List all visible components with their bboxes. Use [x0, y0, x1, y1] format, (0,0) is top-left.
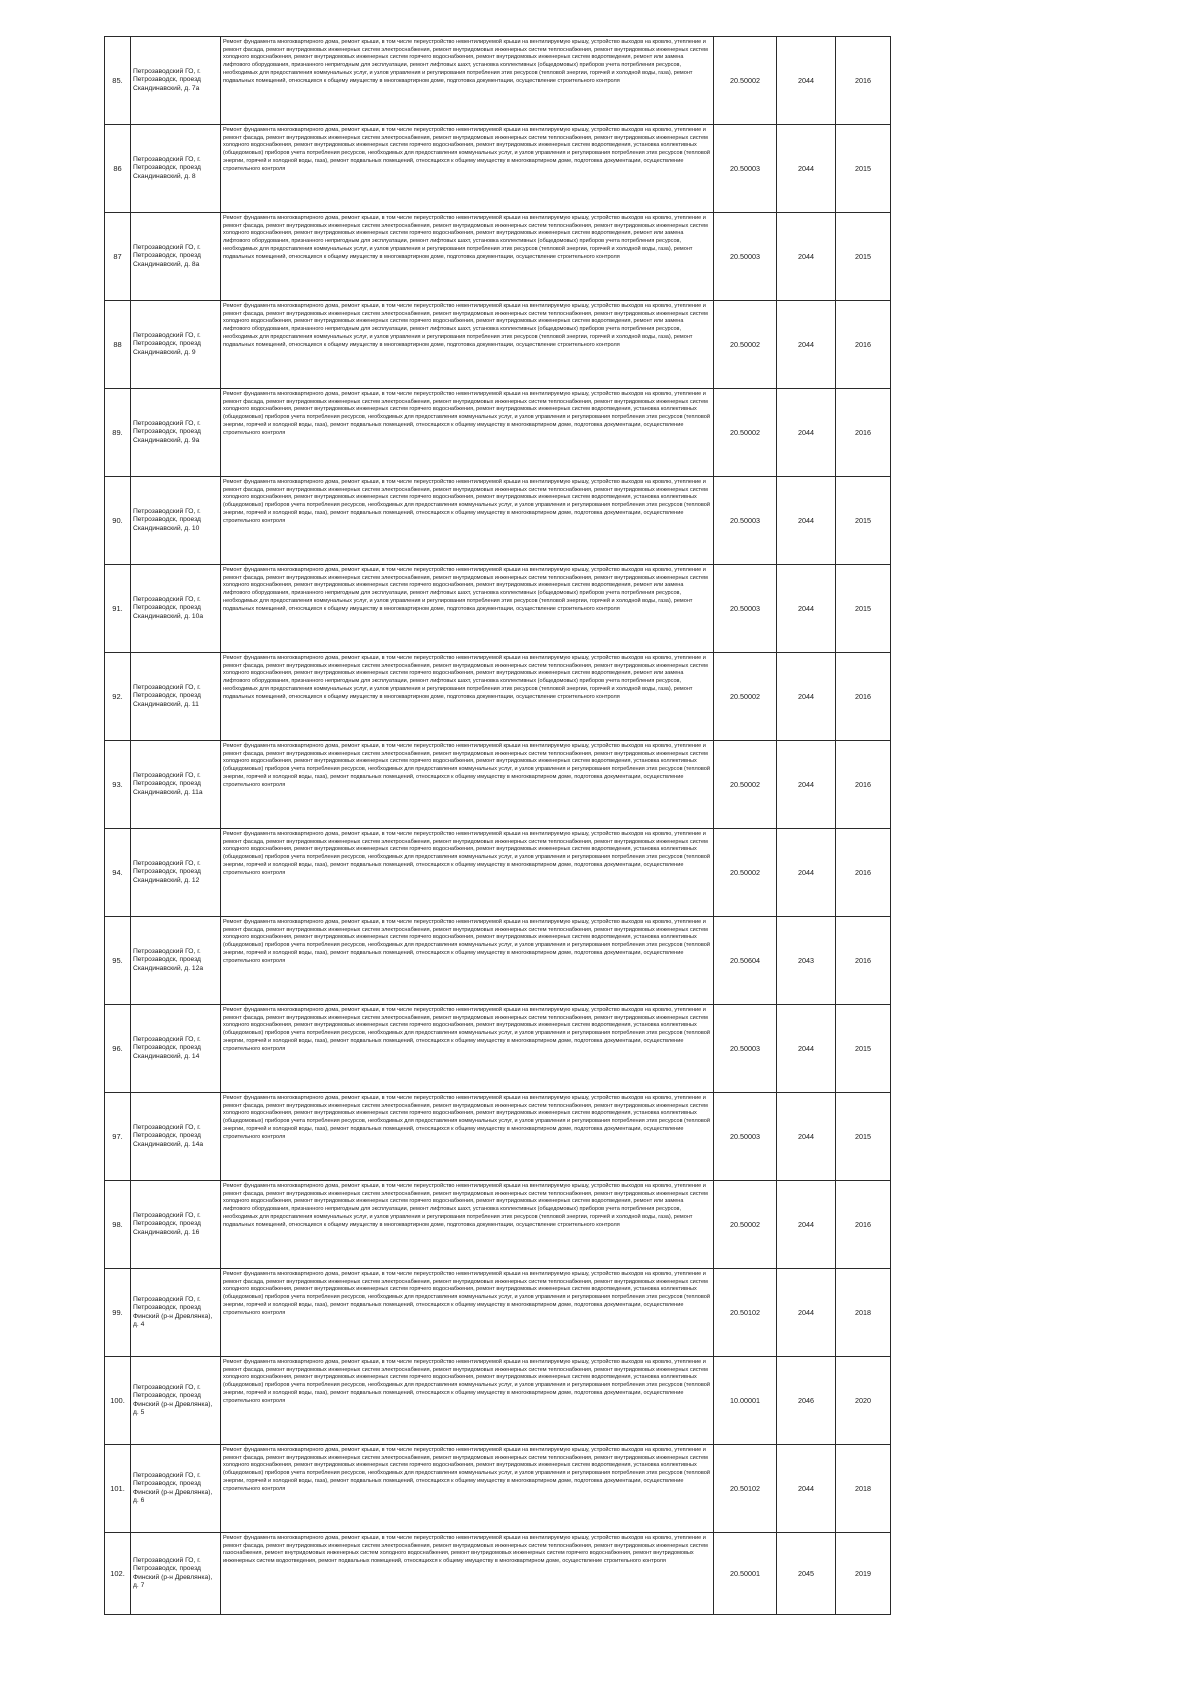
completion-year-cell: 2016 [836, 37, 891, 125]
table-row [105, 1181, 891, 1269]
row-number: 87 [105, 213, 131, 301]
completion-year-cell: 2015 [836, 213, 891, 301]
completion-year-cell: 2015 [836, 477, 891, 565]
address-cell: Петрозаводский ГО, г. Петрозаводск, проезд Скандинавский, д. 9 [131, 301, 221, 389]
table-body [105, 37, 891, 1615]
planned-year-cell: 2044 [777, 477, 836, 565]
repair-table [104, 36, 891, 1615]
cost-cell: 20.50002 [714, 1181, 777, 1269]
planned-year-cell: 2044 [777, 389, 836, 477]
planned-year-cell: 2045 [777, 1533, 836, 1615]
completion-year-cell: 2018 [836, 1269, 891, 1357]
address-cell: Петрозаводский ГО, г. Петрозаводск, проезд Скандинавский, д. 10 [131, 477, 221, 565]
row-number: 100. [105, 1357, 131, 1445]
cost-cell: 20.50002 [714, 37, 777, 125]
work-description-cell: Ремонт фундамента многоквартирного дома, ремонт крыши, в том числе переустройство невентилируемой крыши на вентилируемую крышу, устройство выходов на кровлю, утепление и ремонт фасада, ремонт внутридомовых инженерных систем электроснабжения, ремонт внутридомовых инженерных систем теплоснабжения, ремонт внутридомовых инженерных систем холодного водоснабжения, ремонт внутридомовых инженерных систем горячего водоснабжения, ремонт внутридомовых инженерных систем водоотведения, установка коллективных (общедомовых) приборов учета потребления ресурсов, необходимых для предоставления коммунальных услуг, и узлов управления и регулирования потребления этих ресурсов (тепловой энергии, горячей и холодной воды, газа), ремонт подвальных помещений, относящихся к общему имуществу в многоквартирном доме, подготовка документации, осуществление строительного контроля [221, 741, 714, 829]
work-description-cell: Ремонт фундамента многоквартирного дома, ремонт крыши, в том числе переустройство невентилируемой крыши на вентилируемую крышу, устройство выходов на кровлю, утепление и ремонт фасада, ремонт внутридомовых инженерных систем электроснабжения, ремонт внутридомовых инженерных систем теплоснабжения, ремонт внутридомовых инженерных систем холодного водоснабжения, ремонт внутридомовых инженерных систем горячего водоснабжения, ремонт внутридомовых инженерных систем водоотведения, ремонт или замена лифтового оборудования, признанного непригодным для эксплуатации, ремонт лифтовых шахт, установка коллективных (общедомовых) приборов учета потребления ресурсов, необходимых для предоставления коммунальных услуг, и узлов управления и регулирования потребления этих ресурсов (тепловой энергии, горячей и холодной воды, газа), ремонт подвальных помещений, относящихся к общему имуществу в многоквартирном доме, подготовка документации, осуществление строительного контроля [221, 213, 714, 301]
cost-cell: 10.00001 [714, 1357, 777, 1445]
row-number: 94. [105, 829, 131, 917]
completion-year-cell: 2016 [836, 829, 891, 917]
work-description-cell: Ремонт фундамента многоквартирного дома, ремонт крыши, в том числе переустройство невентилируемой крыши на вентилируемую крышу, устройство выходов на кровлю, утепление и ремонт фасада, ремонт внутридомовых инженерных систем электроснабжения, ремонт внутридомовых инженерных систем теплоснабжения, ремонт внутридомовых инженерных систем холодного водоснабжения, ремонт внутридомовых инженерных систем горячего водоснабжения, ремонт внутридомовых инженерных систем водоотведения, ремонт или замена лифтового оборудования, признанного непригодным для эксплуатации, ремонт лифтовых шахт, установка коллективных (общедомовых) приборов учета потребления ресурсов, необходимых для предоставления коммунальных услуг, и узлов управления и регулирования потребления этих ресурсов (тепловой энергии, горячей и холодной воды, газа), ремонт подвальных помещений, относящихся к общему имуществу в многоквартирном доме, подготовка документации, осуществление строительного контроля [221, 653, 714, 741]
completion-year-cell: 2015 [836, 125, 891, 213]
cost-cell: 20.50002 [714, 741, 777, 829]
row-number: 90. [105, 477, 131, 565]
cost-cell: 20.50003 [714, 565, 777, 653]
work-description-cell: Ремонт фундамента многоквартирного дома, ремонт крыши, в том числе переустройство невентилируемой крыши на вентилируемую крышу, устройство выходов на кровлю, утепление и ремонт фасада, ремонт внутридомовых инженерных систем электроснабжения, ремонт внутридомовых инженерных систем теплоснабжения, ремонт внутридомовых инженерных систем холодного водоснабжения, ремонт внутридомовых инженерных систем горячего водоснабжения, ремонт внутридомовых инженерных систем водоотведения, ремонт или замена лифтового оборудования, признанного непригодным для эксплуатации, ремонт лифтовых шахт, установка коллективных (общедомовых) приборов учета потребления ресурсов, необходимых для предоставления коммунальных услуг, и узлов управления и регулирования потребления этих ресурсов (тепловой энергии, горячей и холодной воды, газа), ремонт подвальных помещений, относящихся к общему имуществу в многоквартирном доме, подготовка документации, осуществление строительного контроля [221, 301, 714, 389]
address-cell: Петрозаводский ГО, г. Петрозаводск, проезд Скандинавский, д. 12а [131, 917, 221, 1005]
address-cell: Петрозаводский ГО, г. Петрозаводск, проезд Скандинавский, д. 8а [131, 213, 221, 301]
table-row [105, 829, 891, 917]
completion-year-cell: 2016 [836, 653, 891, 741]
address-cell: Петрозаводский ГО, г. Петрозаводск, проезд Скандинавский, д. 11а [131, 741, 221, 829]
table-row [105, 125, 891, 213]
table-row [105, 37, 891, 125]
planned-year-cell: 2044 [777, 829, 836, 917]
table-row [105, 1005, 891, 1093]
completion-year-cell: 2020 [836, 1357, 891, 1445]
cost-cell: 20.50001 [714, 1533, 777, 1615]
row-number: 93. [105, 741, 131, 829]
work-description-cell: Ремонт фундамента многоквартирного дома, ремонт крыши, в том числе переустройство невентилируемой крыши на вентилируемую крышу, устройство выходов на кровлю, утепление и ремонт фасада, ремонт внутридомовых инженерных систем электроснабжения, ремонт внутридомовых инженерных систем теплоснабжения, ремонт внутридомовых инженерных систем холодного водоснабжения, ремонт внутридомовых инженерных систем горячего водоснабжения, ремонт внутридомовых инженерных систем водоотведения, установка коллективных (общедомовых) приборов учета потребления ресурсов, необходимых для предоставления коммунальных услуг, и узлов управления и регулирования потребления этих ресурсов (тепловой энергии, горячей и холодной воды, газа), ремонт подвальных помещений, относящихся к общему имуществу в многоквартирном доме, подготовка документации, осуществление строительного контроля [221, 477, 714, 565]
work-description-cell: Ремонт фундамента многоквартирного дома, ремонт крыши, в том числе переустройство невентилируемой крыши на вентилируемую крышу, устройство выходов на кровлю, утепление и ремонт фасада, ремонт внутридомовых инженерных систем электроснабжения, ремонт внутридомовых инженерных систем теплоснабжения, ремонт внутридомовых инженерных систем холодного водоснабжения, ремонт внутридомовых инженерных систем горячего водоснабжения, ремонт внутридомовых инженерных систем водоотведения, ремонт или замена лифтового оборудования, признанного непригодным для эксплуатации, ремонт лифтовых шахт, установка коллективных (общедомовых) приборов учета потребления ресурсов, необходимых для предоставления коммунальных услуг, и узлов управления и регулирования потребления этих ресурсов (тепловой энергии, горячей и холодной воды, газа), ремонт подвальных помещений, относящихся к общему имуществу в многоквартирном доме, подготовка документации, осуществление строительного контроля [221, 565, 714, 653]
planned-year-cell: 2044 [777, 1005, 836, 1093]
address-cell: Петрозаводский ГО, г. Петрозаводск, проезд Скандинавский, д. 7а [131, 37, 221, 125]
table-row [105, 565, 891, 653]
row-number: 85. [105, 37, 131, 125]
row-number: 89. [105, 389, 131, 477]
cost-cell: 20.50003 [714, 1093, 777, 1181]
planned-year-cell: 2044 [777, 741, 836, 829]
table-row [105, 1093, 891, 1181]
address-cell: Петрозаводский ГО, г. Петрозаводск, проезд Скандинавский, д. 14а [131, 1093, 221, 1181]
cost-cell: 20.50003 [714, 1005, 777, 1093]
row-number: 96. [105, 1005, 131, 1093]
row-number: 102. [105, 1533, 131, 1615]
completion-year-cell: 2018 [836, 1445, 891, 1533]
cost-cell: 20.50002 [714, 389, 777, 477]
address-cell: Петрозаводский ГО, г. Петрозаводск, проезд Скандинавский, д. 12 [131, 829, 221, 917]
cost-cell: 20.50604 [714, 917, 777, 1005]
table-row [105, 653, 891, 741]
work-description-cell: Ремонт фундамента многоквартирного дома, ремонт крыши, в том числе переустройство невентилируемой крыши на вентилируемую крышу, устройство выходов на кровлю, утепление и ремонт фасада, ремонт внутридомовых инженерных систем электроснабжения, ремонт внутридомовых инженерных систем теплоснабжения, ремонт внутридомовых инженерных систем холодного водоснабжения, ремонт внутридомовых инженерных систем горячего водоснабжения, ремонт внутридомовых инженерных систем водоотведения, установка коллективных (общедомовых) приборов учета потребления ресурсов, необходимых для предоставления коммунальных услуг, и узлов управления и регулирования потребления этих ресурсов (тепловой энергии, горячей и холодной воды, газа), ремонт подвальных помещений, относящихся к общему имуществу в многоквартирном доме, подготовка документации, осуществление строительного контроля [221, 829, 714, 917]
planned-year-cell: 2044 [777, 1181, 836, 1269]
completion-year-cell: 2015 [836, 565, 891, 653]
work-description-cell: Ремонт фундамента многоквартирного дома, ремонт крыши, в том числе переустройство невентилируемой крыши на вентилируемую крышу, устройство выходов на кровлю, утепление и ремонт фасада, ремонт внутридомовых инженерных систем электроснабжения, ремонт внутридомовых инженерных систем теплоснабжения, ремонт внутридомовых инженерных систем холодного водоснабжения, ремонт внутридомовых инженерных систем горячего водоснабжения, ремонт внутридомовых инженерных систем водоотведения, установка коллективных (общедомовых) приборов учета потребления ресурсов, необходимых для предоставления коммунальных услуг, и узлов управления и регулирования потребления этих ресурсов (тепловой энергии, горячей и холодной воды, газа), ремонт подвальных помещений, относящихся к общему имуществу в многоквартирном доме, подготовка документации, осуществление строительного контроля [221, 1357, 714, 1445]
row-number: 98. [105, 1181, 131, 1269]
work-description-cell: Ремонт фундамента многоквартирного дома, ремонт крыши, в том числе переустройство невентилируемой крыши на вентилируемую крышу, устройство выходов на кровлю, утепление и ремонт фасада, ремонт внутридомовых инженерных систем электроснабжения, ремонт внутридомовых инженерных систем теплоснабжения, ремонт внутридомовых инженерных систем газоснабжения, ремонт внутридомовых инженерных систем холодного водоснабжения, ремонт внутридомовых инженерных систем горячего водоснабжения, ремонт внутридомовых инженерных систем водоотведения, ремонт подвальных помещений, относящихся к общему имуществу в многоквартирном доме, осуществление строительного контроля [221, 1533, 714, 1615]
address-cell: Петрозаводский ГО, г. Петрозаводск, проезд Скандинавский, д. 16 [131, 1181, 221, 1269]
table-row [105, 741, 891, 829]
completion-year-cell: 2016 [836, 301, 891, 389]
completion-year-cell: 2016 [836, 917, 891, 1005]
planned-year-cell: 2044 [777, 1093, 836, 1181]
cost-cell: 20.50002 [714, 653, 777, 741]
table-row [105, 477, 891, 565]
table-row [105, 1533, 891, 1615]
address-cell: Петрозаводский ГО, г. Петрозаводск, проезд Финский (р-н Древлянка), д. 7 [131, 1533, 221, 1615]
row-number: 101. [105, 1445, 131, 1533]
planned-year-cell: 2044 [777, 653, 836, 741]
completion-year-cell: 2016 [836, 1181, 891, 1269]
row-number: 86 [105, 125, 131, 213]
planned-year-cell: 2044 [777, 37, 836, 125]
planned-year-cell: 2044 [777, 301, 836, 389]
row-number: 91. [105, 565, 131, 653]
cost-cell: 20.50003 [714, 125, 777, 213]
completion-year-cell: 2019 [836, 1533, 891, 1615]
cost-cell: 20.50003 [714, 213, 777, 301]
work-description-cell: Ремонт фундамента многоквартирного дома, ремонт крыши, в том числе переустройство невентилируемой крыши на вентилируемую крышу, устройство выходов на кровлю, утепление и ремонт фасада, ремонт внутридомовых инженерных систем электроснабжения, ремонт внутридомовых инженерных систем теплоснабжения, ремонт внутридомовых инженерных систем холодного водоснабжения, ремонт внутридомовых инженерных систем горячего водоснабжения, ремонт внутридомовых инженерных систем водоотведения, установка коллективных (общедомовых) приборов учета потребления ресурсов, необходимых для предоставления коммунальных услуг, и узлов управления и регулирования потребления этих ресурсов (тепловой энергии, горячей и холодной воды, газа), ремонт подвальных помещений, относящихся к общему имуществу в многоквартирном доме, подготовка документации, осуществление строительного контроля [221, 389, 714, 477]
work-description-cell: Ремонт фундамента многоквартирного дома, ремонт крыши, в том числе переустройство невентилируемой крыши на вентилируемую крышу, устройство выходов на кровлю, утепление и ремонт фасада, ремонт внутридомовых инженерных систем электроснабжения, ремонт внутридомовых инженерных систем теплоснабжения, ремонт внутридомовых инженерных систем холодного водоснабжения, ремонт внутридомовых инженерных систем горячего водоснабжения, ремонт внутридомовых инженерных систем водоотведения, установка коллективных (общедомовых) приборов учета потребления ресурсов, необходимых для предоставления коммунальных услуг, и узлов управления и регулирования потребления этих ресурсов (тепловой энергии, горячей и холодной воды, газа), ремонт подвальных помещений, относящихся к общему имуществу в многоквартирном доме, подготовка документации, осуществление строительного контроля [221, 1093, 714, 1181]
planned-year-cell: 2044 [777, 565, 836, 653]
row-number: 97. [105, 1093, 131, 1181]
completion-year-cell: 2015 [836, 1005, 891, 1093]
document-sheet [104, 36, 884, 1615]
address-cell: Петрозаводский ГО, г. Петрозаводск, проезд Скандинавский, д. 11 [131, 653, 221, 741]
address-cell: Петрозаводский ГО, г. Петрозаводск, проезд Скандинавский, д. 10а [131, 565, 221, 653]
planned-year-cell: 2043 [777, 917, 836, 1005]
work-description-cell: Ремонт фундамента многоквартирного дома, ремонт крыши, в том числе переустройство невентилируемой крыши на вентилируемую крышу, устройство выходов на кровлю, утепление и ремонт фасада, ремонт внутридомовых инженерных систем электроснабжения, ремонт внутридомовых инженерных систем теплоснабжения, ремонт внутридомовых инженерных систем холодного водоснабжения, ремонт внутридомовых инженерных систем горячего водоснабжения, ремонт внутридомовых инженерных систем водоотведения, установка коллективных (общедомовых) приборов учета потребления ресурсов, необходимых для предоставления коммунальных услуг, и узлов управления и регулирования потребления этих ресурсов (тепловой энергии, горячей и холодной воды, газа), ремонт подвальных помещений, относящихся к общему имуществу в многоквартирном доме, подготовка документации, осуществление строительного контроля [221, 1005, 714, 1093]
completion-year-cell: 2015 [836, 1093, 891, 1181]
row-number: 88 [105, 301, 131, 389]
cost-cell: 20.50002 [714, 829, 777, 917]
planned-year-cell: 2046 [777, 1357, 836, 1445]
work-description-cell: Ремонт фундамента многоквартирного дома, ремонт крыши, в том числе переустройство невентилируемой крыши на вентилируемую крышу, устройство выходов на кровлю, утепление и ремонт фасада, ремонт внутридомовых инженерных систем электроснабжения, ремонт внутридомовых инженерных систем теплоснабжения, ремонт внутридомовых инженерных систем холодного водоснабжения, ремонт внутридомовых инженерных систем горячего водоснабжения, ремонт внутридомовых инженерных систем водоотведения, ремонт или замена лифтового оборудования, признанного непригодным для эксплуатации, ремонт лифтовых шахт, установка коллективных (общедомовых) приборов учета потребления ресурсов, необходимых для предоставления коммунальных услуг, и узлов управления и регулирования потребления этих ресурсов (тепловой энергии, горячей и холодной воды, газа), ремонт подвальных помещений, относящихся к общему имуществу в многоквартирном доме, подготовка документации, осуществление строительного контроля [221, 1181, 714, 1269]
work-description-cell: Ремонт фундамента многоквартирного дома, ремонт крыши, в том числе переустройство невентилируемой крыши на вентилируемую крышу, устройство выходов на кровлю, утепление и ремонт фасада, ремонт внутридомовых инженерных систем электроснабжения, ремонт внутридомовых инженерных систем теплоснабжения, ремонт внутридомовых инженерных систем холодного водоснабжения, ремонт внутридомовых инженерных систем горячего водоснабжения, ремонт внутридомовых инженерных систем водоотведения, ремонт или замена лифтового оборудования, признанного непригодным для эксплуатации, ремонт лифтовых шахт, установка коллективных (общедомовых) приборов учета потребления ресурсов, необходимых для предоставления коммунальных услуг, и узлов управления и регулирования потребления этих ресурсов (тепловой энергии, горячей и холодной воды, газа), ремонт подвальных помещений, относящихся к общему имуществу в многоквартирном доме, подготовка документации, осуществление строительного контроля [221, 37, 714, 125]
planned-year-cell: 2044 [777, 213, 836, 301]
cost-cell: 20.50003 [714, 477, 777, 565]
table-row [105, 1269, 891, 1357]
address-cell: Петрозаводский ГО, г. Петрозаводск, проезд Финский (р-н Древлянка), д. 4 [131, 1269, 221, 1357]
planned-year-cell: 2044 [777, 1445, 836, 1533]
completion-year-cell: 2016 [836, 741, 891, 829]
planned-year-cell: 2044 [777, 1269, 836, 1357]
row-number: 92. [105, 653, 131, 741]
table-row [105, 389, 891, 477]
address-cell: Петрозаводский ГО, г. Петрозаводск, проезд Скандинавский, д. 14 [131, 1005, 221, 1093]
cost-cell: 20.50002 [714, 301, 777, 389]
cost-cell: 20.50102 [714, 1445, 777, 1533]
row-number: 95. [105, 917, 131, 1005]
address-cell: Петрозаводский ГО, г. Петрозаводск, проезд Финский (р-н Древлянка), д. 5 [131, 1357, 221, 1445]
work-description-cell: Ремонт фундамента многоквартирного дома, ремонт крыши, в том числе переустройство невентилируемой крыши на вентилируемую крышу, устройство выходов на кровлю, утепление и ремонт фасада, ремонт внутридомовых инженерных систем электроснабжения, ремонт внутридомовых инженерных систем теплоснабжения, ремонт внутридомовых инженерных систем холодного водоснабжения, ремонт внутридомовых инженерных систем горячего водоснабжения, ремонт внутридомовых инженерных систем водоотведения, установка коллективных (общедомовых) приборов учета потребления ресурсов, необходимых для предоставления коммунальных услуг, и узлов управления и регулирования потребления этих ресурсов (тепловой энергии, горячей и холодной воды, газа), ремонт подвальных помещений, относящихся к общему имуществу в многоквартирном доме, подготовка документации, осуществление строительного контроля [221, 125, 714, 213]
table-row [105, 917, 891, 1005]
table-row [105, 1357, 891, 1445]
table-row [105, 213, 891, 301]
completion-year-cell: 2016 [836, 389, 891, 477]
table-row [105, 1445, 891, 1533]
address-cell: Петрозаводский ГО, г. Петрозаводск, проезд Скандинавский, д. 8 [131, 125, 221, 213]
address-cell: Петрозаводский ГО, г. Петрозаводск, проезд Скандинавский, д. 9а [131, 389, 221, 477]
work-description-cell: Ремонт фундамента многоквартирного дома, ремонт крыши, в том числе переустройство невентилируемой крыши на вентилируемую крышу, устройство выходов на кровлю, утепление и ремонт фасада, ремонт внутридомовых инженерных систем электроснабжения, ремонт внутридомовых инженерных систем теплоснабжения, ремонт внутридомовых инженерных систем холодного водоснабжения, ремонт внутридомовых инженерных систем горячего водоснабжения, ремонт внутридомовых инженерных систем водоотведения, установка коллективных (общедомовых) приборов учета потребления ресурсов, необходимых для предоставления коммунальных услуг, и узлов управления и регулирования потребления этих ресурсов (тепловой энергии, горячей и холодной воды, газа), ремонт подвальных помещений, относящихся к общему имуществу в многоквартирном доме, подготовка документации, осуществление строительного контроля [221, 1445, 714, 1533]
table-row [105, 301, 891, 389]
row-number: 99. [105, 1269, 131, 1357]
cost-cell: 20.50102 [714, 1269, 777, 1357]
address-cell: Петрозаводский ГО, г. Петрозаводск, проезд Финский (р-н Древлянка), д. 6 [131, 1445, 221, 1533]
planned-year-cell: 2044 [777, 125, 836, 213]
work-description-cell: Ремонт фундамента многоквартирного дома, ремонт крыши, в том числе переустройство невентилируемой крыши на вентилируемую крышу, устройство выходов на кровлю, утепление и ремонт фасада, ремонт внутридомовых инженерных систем электроснабжения, ремонт внутридомовых инженерных систем теплоснабжения, ремонт внутридомовых инженерных систем холодного водоснабжения, ремонт внутридомовых инженерных систем горячего водоснабжения, ремонт внутридомовых инженерных систем водоотведения, установка коллективных (общедомовых) приборов учета потребления ресурсов, необходимых для предоставления коммунальных услуг, и узлов управления и регулирования потребления этих ресурсов (тепловой энергии, горячей и холодной воды, газа), ремонт подвальных помещений, относящихся к общему имуществу в многоквартирном доме, подготовка документации, осуществление строительного контроля [221, 917, 714, 1005]
work-description-cell: Ремонт фундамента многоквартирного дома, ремонт крыши, в том числе переустройство невентилируемой крыши на вентилируемую крышу, устройство выходов на кровлю, утепление и ремонт фасада, ремонт внутридомовых инженерных систем электроснабжения, ремонт внутридомовых инженерных систем теплоснабжения, ремонт внутридомовых инженерных систем холодного водоснабжения, ремонт внутридомовых инженерных систем горячего водоснабжения, ремонт внутридомовых инженерных систем водоотведения, установка коллективных (общедомовых) приборов учета потребления ресурсов, необходимых для предоставления коммунальных услуг, и узлов управления и регулирования потребления этих ресурсов (тепловой энергии, горячей и холодной воды, газа), ремонт подвальных помещений, относящихся к общему имуществу в многоквартирном доме, подготовка документации, осуществление строительного контроля [221, 1269, 714, 1357]
